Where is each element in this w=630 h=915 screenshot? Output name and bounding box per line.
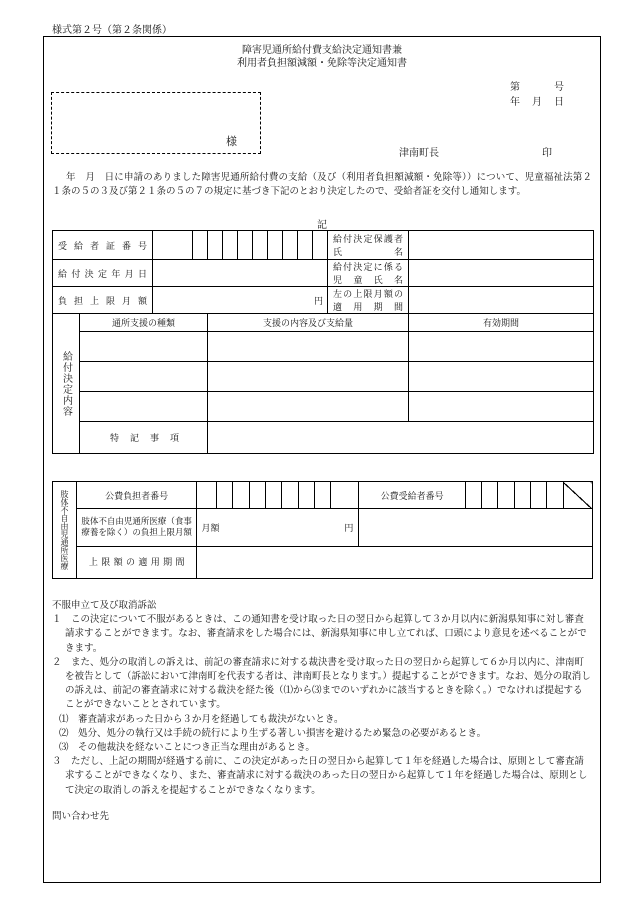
ki-label: 記 bbox=[317, 220, 327, 231]
medical-limit-label: 肢体不自由児通所医療（食事療養を除く）の負担上限月額 bbox=[76, 509, 197, 547]
payer-digit bbox=[314, 482, 330, 509]
content-cell bbox=[409, 332, 594, 362]
medical-yen-unit: 円 bbox=[344, 524, 354, 534]
recipient-digit bbox=[465, 482, 481, 509]
title-line2: 利用者負担額減額・免除等決定通知書 bbox=[237, 58, 407, 69]
limit-value bbox=[153, 287, 328, 314]
yen-unit: 円 bbox=[314, 296, 324, 307]
payer-digit bbox=[249, 482, 265, 509]
content-cell bbox=[208, 362, 409, 392]
recipient-no-label: 受給者証番号 bbox=[53, 231, 153, 260]
public-recipient-label: 公費受給者番号 bbox=[359, 482, 465, 509]
special-notes-label: 特 記 事 項 bbox=[80, 422, 208, 454]
medical-side bbox=[53, 482, 77, 579]
medical-period-value bbox=[197, 547, 593, 579]
special-notes-value bbox=[208, 422, 594, 454]
body-text: 年 月 日に申請のありました障害児通所給付費の支給（及び（利用者負担額減額・免除等））について、児童福祉法第２１条の５の３及び第２１条の５の７の規定に基づき下記のとおり決定したので、受給者証を交付し通知します。 bbox=[52, 172, 592, 197]
note-3: ３ ただし、上記の期間が経過する前に、この決定があった日の翌日から起算して１年を経過した場合は、原則として審査請求することができなくなり、また、審査請求に対する裁決のあった日の翌日から起算して１年を経過した場合は、原則として決定の取消しの訴えを提起することができなくなります。 bbox=[52, 756, 588, 796]
period-value bbox=[409, 287, 594, 314]
date-label: 年 月 日 bbox=[510, 97, 565, 108]
guardian-name-value bbox=[409, 231, 594, 260]
payer-digit bbox=[265, 482, 281, 509]
medical-limit-blank bbox=[359, 509, 593, 547]
issuer: 津南町長 bbox=[399, 148, 439, 159]
content-cell bbox=[208, 392, 409, 422]
recipient-no-digit bbox=[283, 231, 298, 260]
medical-period-label: 上限額の適用期間 bbox=[76, 547, 197, 579]
recipient-no-cell bbox=[153, 231, 193, 260]
payer-digit bbox=[217, 482, 233, 509]
content-cell bbox=[80, 362, 208, 392]
seal-mark: 印 bbox=[542, 148, 552, 159]
addressee-suffix: 様 bbox=[226, 135, 237, 148]
child-name-value bbox=[409, 260, 594, 287]
document-title bbox=[43, 44, 601, 70]
form-id: 様式第２号（第２条関係） bbox=[52, 25, 172, 36]
number-label: 第 号 bbox=[510, 82, 565, 93]
decision-date-label: 給付決定年月日 bbox=[53, 260, 153, 287]
contact-label: 問い合わせ先 bbox=[52, 810, 110, 822]
notes-heading: 不服申立て及び取消訴訟 bbox=[52, 600, 157, 611]
note-1: １ この決定について不服があるときは、この通知書を受け取った日の翌日から起算して３か月以内に新潟県知事に対し審査請求することができます。なお、審査請求をした場合には、新潟県知事に申し立てれば、口頭により意見を述べることができます。 bbox=[52, 614, 587, 654]
limit-label: 負担上限月額 bbox=[53, 287, 153, 314]
decision-date-value bbox=[153, 260, 328, 287]
note-2-item-3: ⑶ その他裁決を経ないことにつき正当な理由があるとき。 bbox=[59, 742, 315, 754]
guardian-name-label: 給付決定保護者氏名 bbox=[328, 231, 409, 260]
payer-digit bbox=[282, 482, 298, 509]
recipient-no-digit bbox=[208, 231, 223, 260]
recipient-no-digit bbox=[253, 231, 268, 260]
recipient-digit bbox=[547, 482, 563, 509]
medical-table bbox=[52, 481, 593, 579]
spacer-cell bbox=[331, 482, 359, 509]
slashed-cell bbox=[563, 482, 592, 509]
payer-digit bbox=[298, 482, 314, 509]
note-2-item-2: ⑵ 処分、処分の執行又は手続の続行により生ずる著しい損害を避けるため緊急の必要があるとき。 bbox=[59, 727, 487, 739]
payer-digit bbox=[197, 482, 217, 509]
recipient-no-digit bbox=[238, 231, 253, 260]
appeal-notes bbox=[52, 599, 591, 824]
content-cell bbox=[208, 332, 409, 362]
note-2: ２ また、処分の取消しの訴えは、前記の審査請求に対する裁決書を受け取った日の翌日から起算して６か月以内に、津南町を被告として（訴訟において津南町を代表する者は、津南町長となります。）提起することができます。なお、処分の取消しの訴えは、前記の審査請求に対する裁決を経た後（⑴から⑶までのいずれかに該当するときを除く。）でなければ提起することができないこととされています。 bbox=[52, 656, 591, 711]
child-name-label: 給付決定に係る児童氏名 bbox=[328, 260, 409, 287]
recipient-digit bbox=[498, 482, 514, 509]
col-content-amount: 支援の内容及び支給量 bbox=[208, 314, 409, 332]
title-line1: 障害児通所給付費支給決定通知書兼 bbox=[242, 45, 402, 56]
period-label: 左の上限月額の適用期間 bbox=[328, 287, 409, 314]
recipient-no-digit bbox=[298, 231, 313, 260]
payer-digit bbox=[233, 482, 249, 509]
recipient-digit bbox=[531, 482, 547, 509]
decision-table bbox=[52, 230, 594, 454]
recipient-no-digit bbox=[193, 231, 208, 260]
recipient-no-digit bbox=[268, 231, 283, 260]
recipient-digit bbox=[482, 482, 498, 509]
recipient-digit bbox=[514, 482, 530, 509]
content-cell bbox=[409, 392, 594, 422]
recipient-no-digit bbox=[313, 231, 328, 260]
col-service-type: 通所支援の種類 bbox=[80, 314, 208, 332]
note-2-item-1: ⑴ 審査請求があった日から３か月を経過しても裁決がないとき。 bbox=[59, 713, 344, 725]
monthly-label: 月額 bbox=[201, 524, 220, 534]
content-cell bbox=[80, 332, 208, 362]
recipient-no-digit bbox=[223, 231, 238, 260]
medical-limit-value bbox=[197, 509, 359, 547]
public-payer-label: 公費負担者番号 bbox=[76, 482, 197, 509]
decision-content-label: 給付決定内容 bbox=[60, 350, 72, 417]
content-cell bbox=[80, 392, 208, 422]
content-cell bbox=[409, 362, 594, 392]
decision-content-side bbox=[53, 314, 80, 454]
col-valid-period: 有効期間 bbox=[409, 314, 594, 332]
medical-side-label: 肢体不自由児通所医療 bbox=[59, 490, 69, 570]
